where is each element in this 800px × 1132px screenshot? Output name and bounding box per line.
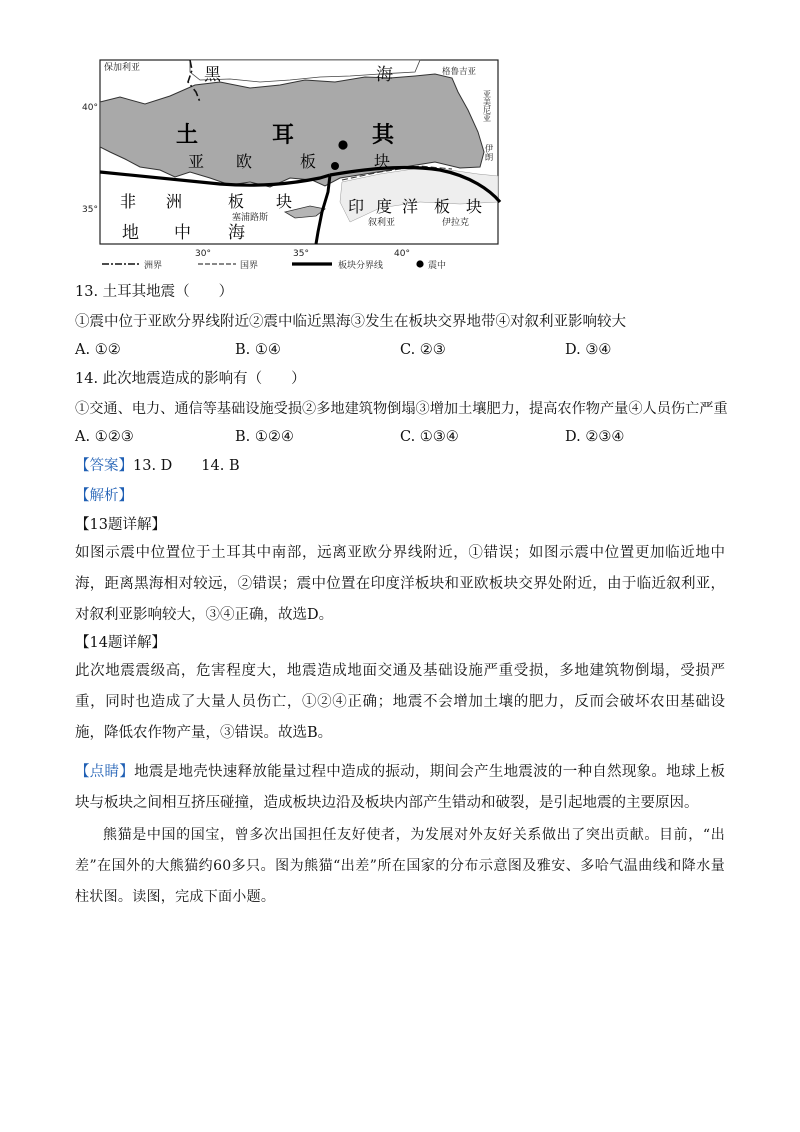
detail13-body: 如图示震中位置位于土耳其中南部，远离亚欧分界线附近，①错误；如图示震中位置更加临近地中海，距离黑海相对较远，②错误；震中位置在印度洋板块和亚欧板块交界处附近，由于临近叙利亚，对叙利亚影响较大，③④正确，故选D。 [75,545,725,623]
epicenter-2 [331,162,339,170]
label-syria: 叙利亚 [368,218,396,228]
black-sea-char-1: 黑 [204,65,221,85]
legend-national-border: 国界 [240,261,259,271]
legend-plate-boundary: 板块分界线 [338,261,384,271]
indian-plate-char-1: 印 [348,197,365,216]
indian-plate-char-4: 板 [434,197,451,216]
label-armenia: 亚美尼亚 [482,90,492,122]
panda-intro: 熊猫是中国的国宝，曾多次出国担任友好使者，为发展对外友好关系做出了突出贡献。目前，“出差”在国外的大熊猫约60多只。图为熊猫“出差”所在国家的分布示意图及雅安、多哈气温曲线和降水量柱状图。读图，完成下面小题。 [75,827,725,905]
detail14-title: 【14题详解】 [75,635,166,651]
legend-continent-border: 洲界 [144,261,163,271]
point-body: 地震是地壳快速释放能量过程中造成的振动，期间会产生地震波的一种自然现象。地球上板块与板块之间相互挤压碰撞，造成板块边沿及板块内部产生错动和破裂，是引起地震的主要原因。 [75,764,726,811]
answer-tag: 【答案】 [75,458,133,474]
label-iran: 伊朗 [483,144,493,161]
indian-plate-char-2: 度 [376,197,393,216]
indian-plate-char-5: 块 [466,197,483,216]
label-georgia: 格鲁吉亚 [442,67,477,77]
q14-option-b[interactable]: B. ①②④ [235,429,294,445]
q13-option-b[interactable]: B. ①④ [235,342,281,358]
turkey-char-3: 其 [372,122,395,148]
q13-stem: 13. 土耳其地震（ ） [75,284,234,300]
answer-text: 13. D 14. B [133,458,240,474]
indian-plate-char-3: 洋 [402,197,419,216]
eurasia-plate-char-1: 亚 [188,152,205,171]
detail14-body: 此次地震震级高，危害程度大，地震造成地面交通及基础设施严重受损，多地建筑物倒塌，受损严重，同时也造成了大量人员伤亡，①②④正确；地震不会增加土壤的肥力，反而会破坏农田基础设施，降低农作物产量，③错误。故选B。 [75,663,725,741]
q14-stem: 14. 此次地震造成的影响有（ ） [75,371,306,387]
eurasia-plate-char-3: 板 [300,152,317,171]
africa-plate-char-1: 非 [120,192,137,211]
turkey-earthquake-map [80,52,510,274]
point-paragraph [75,757,725,819]
turkey-char-2: 耳 [272,122,295,148]
africa-plate-char-3: 板 [228,192,245,211]
turkey-char-1: 土 [176,122,199,148]
africa-plate-char-4: 块 [276,192,293,211]
eurasia-plate-char-2: 欧 [236,152,253,171]
lon-35-label: 35° [293,249,309,259]
detail13-title: 【13题详解】 [75,517,166,533]
q13-option-a[interactable]: A. ①② [75,342,121,358]
lon-30-label: 30° [195,249,211,259]
lon-40-label: 40° [394,249,410,259]
lat-40-label: 40° [82,103,98,113]
label-bulgaria: 保加利亚 [104,63,141,73]
legend-epicenter: 震中 [428,261,447,271]
analysis-tag: 【解析】 [75,488,133,504]
map-legend [102,259,446,271]
q14-items: ①交通、电力、通信等基础设施受损②多地建筑物倒塌③增加土壤肥力，提高农作物产量④人员伤亡严重 [75,401,728,417]
africa-plate-char-2: 洲 [166,192,183,211]
q14-option-a[interactable]: A. ①②③ [75,429,134,445]
point-tag: 【点睛】 [75,764,135,780]
lat-35-label: 35° [82,205,98,215]
q13-option-d[interactable]: D. ③④ [565,342,612,358]
med-sea-char-1: 地 [122,223,139,243]
black-sea-char-2: 海 [376,65,393,85]
epicenter-1 [338,140,347,149]
q13-option-c[interactable]: C. ②③ [400,342,446,358]
med-sea-char-2: 中 [174,223,191,243]
label-iraq: 伊拉克 [442,218,470,228]
q14-option-d[interactable]: D. ②③④ [565,429,625,445]
q13-items: ①震中位于亚欧分界线附近②震中临近黑海③发生在板块交界地带④对叙利亚影响较大 [75,314,626,330]
eurasia-plate-char-4: 块 [374,152,391,171]
label-cyprus: 塞浦路斯 [232,213,269,223]
med-sea-char-3: 海 [228,223,245,243]
map-svg [80,52,510,274]
q14-option-c[interactable]: C. ①③④ [400,429,459,445]
answer-line [75,456,240,476]
